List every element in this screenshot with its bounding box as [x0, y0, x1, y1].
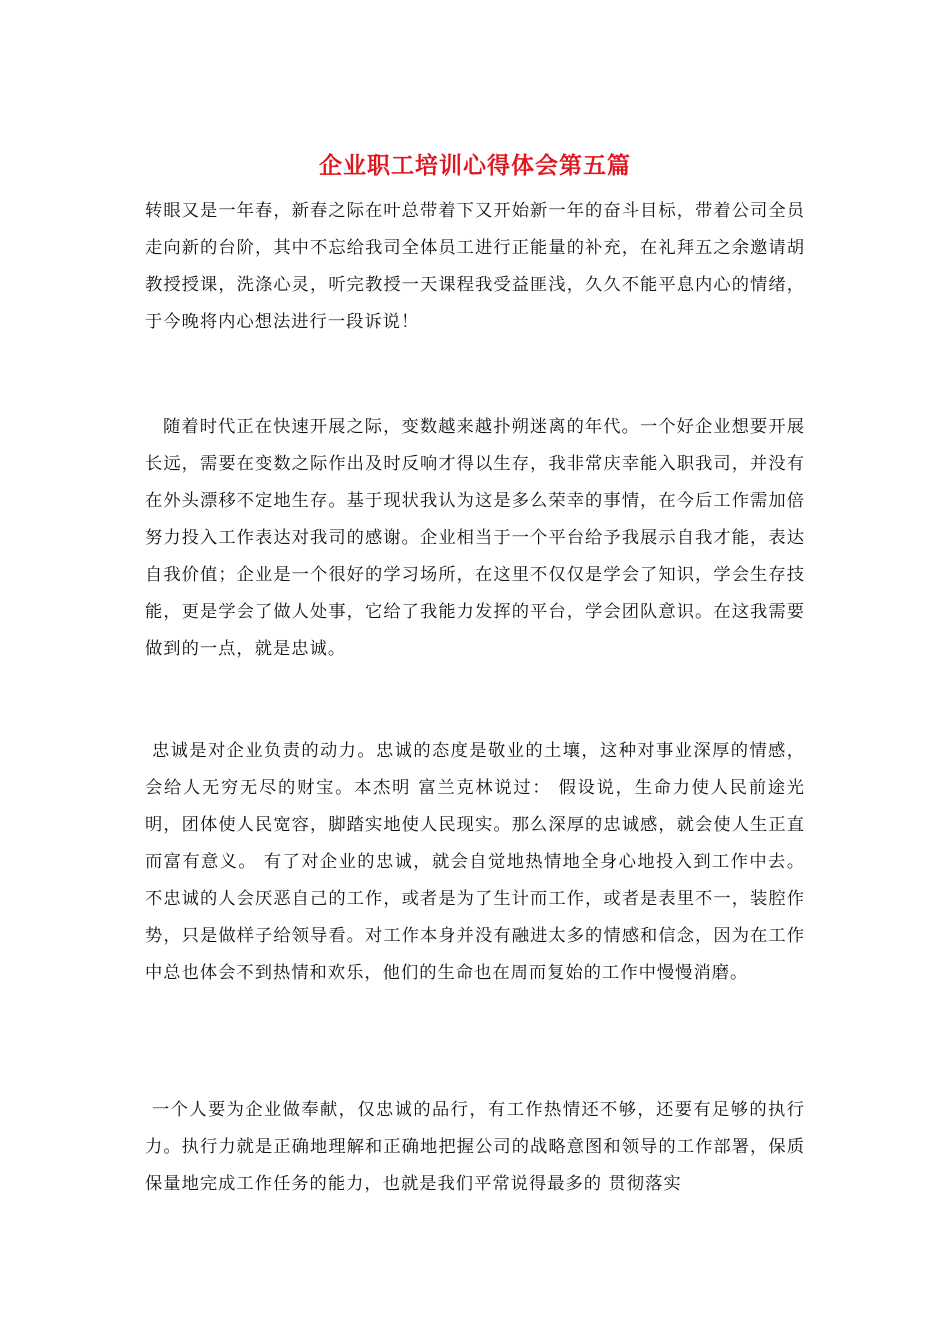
paragraph-execution: 一个人要为企业做奉献，仅忠诚的品行，有工作热情还不够，还要有足够的执行力。执行力就是正确地理解和正确地把握公司的战略意图和领导的工作部署，保质保量地完成工作任务的能力，也就是我们平常说得最多的 贯彻落实 — [145, 1100, 805, 1194]
paragraph-company-platform: 随着时代正在快速开展之际，变数越来越扑朔迷离的年代。一个好企业想要开展长远，需要在变数之际作出及时反响才得以生存，我非常庆幸能入职我司，并没有在外头漂移不定地生存。基于现状我认为这是多么荣幸的事情，在今后工作需加倍努力投入工作表达对我司的感谢。企业相当于一个平台给予我展示自我才能，表达自我价值；企业是一个很好的学习场所，在这里不仅仅是学会了知识，学会生存技能，更是学会了做人处事，它给了我能力发挥的平台，学会团队意识。在这我需要做到的一点，就是忠诚。 — [145, 417, 805, 659]
document-title: 企业职工培训心得体会第五篇 — [319, 152, 631, 179]
paragraph-intro: 转眼又是一年春，新春之际在叶总带着下又开始新一年的奋斗目标，带着公司全员走向新的台阶，其中不忘给我司全体员工进行正能量的补充，在礼拜五之余邀请胡教授授课，洗涤心灵，听完教授一天课程我受益匪浅，久久不能平息内心的情绪，于今晚将内心想法进行一段诉说！ — [145, 201, 805, 332]
paragraph-loyalty: 忠诚是对企业负责的动力。忠诚的态度是敬业的土壤，这种对事业深厚的情感，会给人无穷无尽的财宝。本杰明 富兰克林说过： 假设说，生命力使人民前途光明，团体使人民宽容，脚踏实地使人民现实。那么深厚的忠诚感，就会使人生正直而富有意义。 有了对企业的忠诚，就会自觉地热情地全身心地投入到工作中去。不忠诚的人会厌恶自己的工作，或者是为了生计而工作，或者是表里不一，装腔作势，只是做样子给领导看。对工作本身并没有融进太多的情感和信念，因为在工作中总也体会不到热情和欢乐，他们的生命也在周而复始的工作中慢慢消磨。 — [145, 741, 805, 983]
